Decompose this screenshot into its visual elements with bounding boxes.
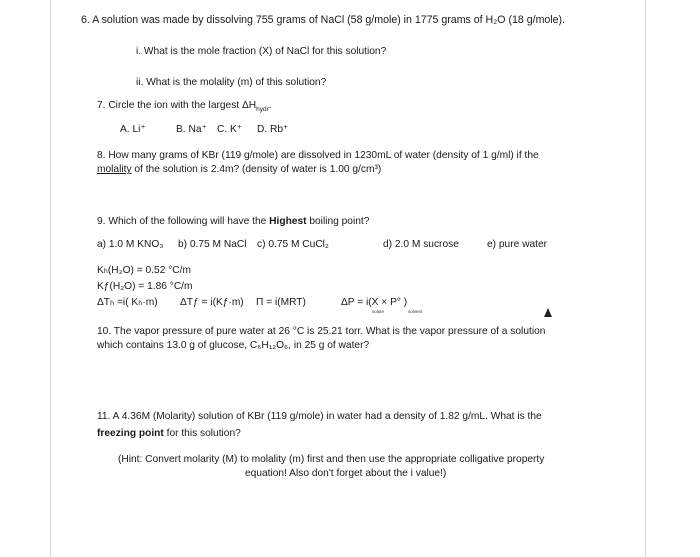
question-9-option-d: d) 2.0 M sucrose	[383, 239, 459, 250]
question-11-line-2	[97, 427, 241, 440]
equation-vapor-pressure: ΔP = i(X × P° )	[341, 297, 408, 308]
question-11-line-2-rest: for this solution?	[163, 428, 241, 439]
question-9-option-b: b) 0.75 M NaCl	[178, 239, 247, 250]
question-11-hint-line-1: (Hint: Convert molarity (M) to molality (m) first and then use the appropriate colligative property	[118, 454, 545, 465]
mouse-cursor-icon	[544, 308, 552, 317]
question-9-option-a: a) 1.0 M KNO₃	[97, 239, 164, 250]
question-7-suffix: .	[268, 100, 272, 111]
question-10-line-2: which contains 13.0 g of glucose, C₆H₁₂O₆, in 25 g of water?	[97, 340, 370, 351]
question-6-part-i: i. What is the mole fraction (X) of NaCl for this solution?	[136, 46, 387, 57]
question-6: 6. A solution was made by dissolving 755 grams of NaCl (58 g/mole) in 1775 grams of H₂O (18 g/mole).	[81, 14, 566, 26]
question-9-prefix: 9. Which of the following will have the	[97, 216, 270, 227]
label-solute: solute	[372, 309, 385, 314]
question-11-hint-line-2: equation! Also don't forget about the i value!)	[245, 468, 447, 479]
question-8-line-2-rest: of the solution is 2.4m? (density of water is 1.00 g/cm³)	[131, 164, 382, 175]
question-7-option-c: C. K⁺	[217, 124, 243, 135]
question-8-line-1: 8. How many grams of KBr (119 g/mole) are dissolved in 1230mL of water (density of 1 g/ml) if the	[97, 150, 539, 161]
question-6-part-ii: ii. What is the molality (m) of this solution?	[136, 77, 327, 88]
question-7	[97, 99, 272, 112]
question-9	[97, 215, 369, 228]
page-border-left	[50, 0, 51, 557]
question-7-option-d: D. Rb⁺	[257, 124, 289, 135]
equation-boiling: ΔTₕ =i( Kₕ·m)	[97, 297, 158, 308]
equation-osmotic: Π = i(MRT)	[256, 297, 306, 308]
question-7-subscript: hydr	[256, 106, 269, 114]
constant-kf: Kƒ(H₂O) = 1.86 °C/m	[97, 281, 193, 292]
label-solvent: solvent	[408, 309, 423, 314]
question-7-option-b: B. Na⁺	[176, 124, 207, 135]
question-9-suffix: boiling point?	[306, 216, 370, 227]
page-border-right	[645, 0, 646, 557]
question-7-option-a: A. Li⁺	[120, 124, 146, 135]
question-11-line-1: 11. A 4.36M (Molarity) solution of KBr (119 g/mole) in water had a density of 1.82 g/mL. What is the	[97, 411, 542, 422]
question-9-option-c: c) 0.75 M CuCl₂	[257, 239, 329, 250]
question-11-bold-phrase: freezing point	[97, 428, 164, 439]
question-7-text: 7. Circle the ion with the largest ΔH	[97, 100, 257, 111]
equation-freezing: ΔTƒ = i(Kƒ·m)	[180, 297, 244, 308]
question-8-line-2	[97, 163, 381, 176]
constant-kb: Kₕ(H₂O) = 0.52 °C/m	[97, 265, 191, 276]
question-8-underlined-word: molality	[97, 164, 132, 175]
question-9-bold-word: Highest	[269, 216, 307, 227]
question-9-option-e: e) pure water	[487, 239, 548, 250]
question-10-line-1: 10. The vapor pressure of pure water at 26 °C is 25.21 torr. What is the vapor pressure of a solution	[97, 326, 546, 337]
